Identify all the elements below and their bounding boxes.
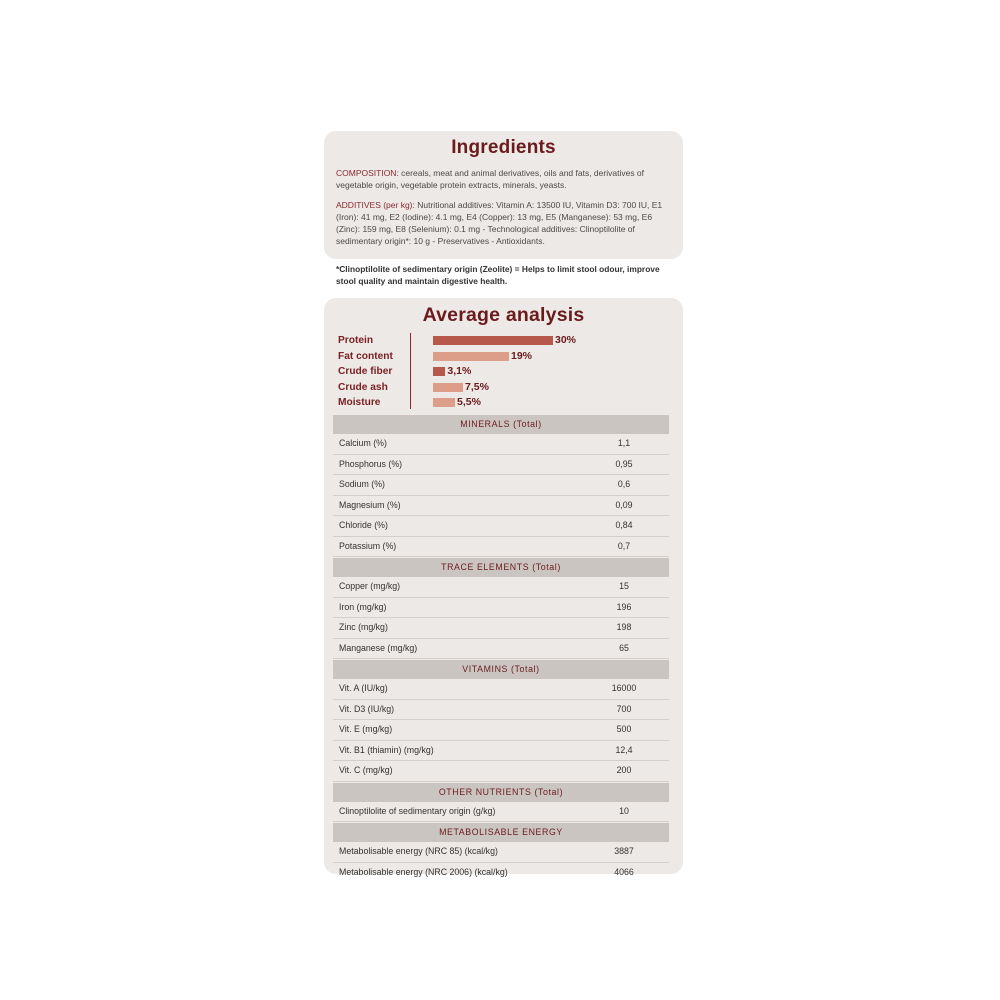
nutrient-name: Zinc (mg/kg) <box>339 622 388 632</box>
macro-bar <box>433 398 455 407</box>
additives-key: ADDITIVES (per kg): <box>336 200 415 211</box>
table-row <box>333 741 669 762</box>
table-row <box>333 475 669 496</box>
macro-bar <box>433 383 463 392</box>
macro-bar-row <box>433 380 673 396</box>
macro-labels <box>338 333 393 411</box>
nutrient-value: 196 <box>616 601 632 612</box>
composition-paragraph <box>336 168 671 191</box>
ingredients-card <box>324 131 683 259</box>
nutrient-value: 500 <box>616 724 632 734</box>
nutrient-value: 12,4 <box>615 744 633 755</box>
macro-bar-row <box>433 395 673 411</box>
nutrient-name: Clinoptilolite of sedimentary origin (g/kg) <box>339 805 496 816</box>
macro-value: 5,5% <box>457 396 481 408</box>
macro-label: Fat content <box>338 350 393 362</box>
ingredients-title: Ingredients <box>451 137 556 158</box>
table-row <box>333 577 669 598</box>
table-row <box>333 537 669 558</box>
macro-divider <box>410 333 411 409</box>
table-row <box>333 496 669 517</box>
table-row <box>333 842 669 863</box>
nutrient-value: 0,95 <box>615 458 633 469</box>
section-heading: METABOLISABLE ENERGY <box>333 823 669 842</box>
zeolite-note: *Clinoptilolite of sedimentary origin (Zeolite) = Helps to limit stool odour, improve stool quality and maintain digestive health. <box>336 264 660 286</box>
macro-value: 30% <box>555 334 577 346</box>
nutrient-value: 3887 <box>614 846 634 856</box>
additives-text: Nutritional additives: Vitamin A: 13500 IU, Vitamin D3: 700 IU, E1 (Iron): 41 mg, E2 (Iodine): 4.1 mg, E4 (Copper): 13 mg, E5 (Manganese): 53 mg, E6 (Zinc): 159 mg, E8 (Selenium): 0.1 mg - Technological additives: Clinoptilolite of sedimentary origin*: 10 g - Preservatives - Antioxidants. <box>336 200 663 246</box>
nutrient-name: Vit. D3 (IU/kg) <box>339 703 395 714</box>
analysis-card <box>324 298 683 877</box>
nutrient-table <box>333 415 669 882</box>
macro-value: 19% <box>511 349 533 362</box>
nutrient-name: Sodium (%) <box>339 479 385 489</box>
analysis-title: Average analysis <box>422 304 585 326</box>
nutrient-value: 198 <box>616 622 632 632</box>
nutrient-value: 0,84 <box>615 520 633 530</box>
macro-value: 3,1% <box>447 365 472 377</box>
table-row <box>333 516 669 537</box>
table-row <box>333 639 669 660</box>
nutrient-name: Metabolisable energy (NRC 2006) (kcal/kg) <box>339 866 508 877</box>
table-row <box>333 618 669 639</box>
nutrient-value: 16000 <box>611 683 637 693</box>
nutrient-name: Iron (mg/kg) <box>339 601 387 612</box>
nutrient-value: 200 <box>616 765 632 775</box>
macro-bar-row <box>433 364 673 380</box>
macro-bars <box>433 333 673 411</box>
nutrient-name: Manganese (mg/kg) <box>339 642 418 653</box>
macro-bar-row <box>433 333 673 349</box>
nutrient-value: 0,09 <box>615 499 633 510</box>
macro-value: 7,5% <box>465 380 489 393</box>
nutrient-value: 700 <box>616 703 632 714</box>
macro-bar <box>433 352 509 361</box>
nutrient-name: Vit. A (IU/kg) <box>339 683 388 693</box>
table-row <box>333 434 669 455</box>
nutrient-name: Potassium (%) <box>339 540 397 551</box>
nutrient-value: 0,7 <box>617 540 631 551</box>
macro-label: Crude ash <box>338 381 388 393</box>
table-row <box>333 455 669 476</box>
nutrient-name: Vit. B1 (thiamin) (mg/kg) <box>339 744 434 755</box>
section-heading: VITAMINS (Total) <box>333 660 669 679</box>
nutrient-name: Phosphorus (%) <box>339 458 403 469</box>
macro-analysis <box>324 333 683 412</box>
nutrient-value: 10 <box>619 805 629 816</box>
nutrient-name: Vit. E (mg/kg) <box>339 724 393 734</box>
nutrient-name: Copper (mg/kg) <box>339 581 401 591</box>
nutrient-name: Magnesium (%) <box>339 499 401 510</box>
nutrient-name: Metabolisable energy (NRC 85) (kcal/kg) <box>339 846 498 856</box>
table-row <box>333 700 669 721</box>
section-heading: TRACE ELEMENTS (Total) <box>333 558 669 577</box>
nutrient-value: 1,1 <box>617 438 631 448</box>
nutrient-value: 4066 <box>614 866 634 877</box>
nutrient-value: 65 <box>619 642 629 653</box>
table-row <box>333 802 669 823</box>
table-row <box>333 761 669 782</box>
table-row <box>333 720 669 741</box>
macro-bar-row <box>433 349 673 365</box>
nutrient-name: Vit. C (mg/kg) <box>339 765 393 775</box>
nutrient-value: 15 <box>619 581 629 591</box>
nutrient-value: 0,6 <box>617 479 631 489</box>
macro-bar <box>433 367 445 376</box>
table-row <box>333 679 669 700</box>
section-heading: MINERALS (Total) <box>333 415 669 434</box>
composition-text: cereals, meat and animal derivatives, oils and fats, derivatives of vegetable origin, vegetable protein extracts, minerals, yeasts. <box>336 168 645 190</box>
macro-label: Crude fiber <box>338 366 393 377</box>
section-heading: OTHER NUTRIENTS (Total) <box>333 783 669 802</box>
table-row <box>333 863 669 883</box>
macro-bar <box>433 336 553 345</box>
macro-label: Protein <box>338 335 374 346</box>
additives-paragraph <box>336 200 671 247</box>
nutrient-name: Chloride (%) <box>339 520 388 530</box>
nutrient-name: Calcium (%) <box>339 438 387 448</box>
composition-key: COMPOSITION: <box>336 168 399 178</box>
table-row <box>333 598 669 619</box>
macro-label: Moisture <box>338 397 381 408</box>
